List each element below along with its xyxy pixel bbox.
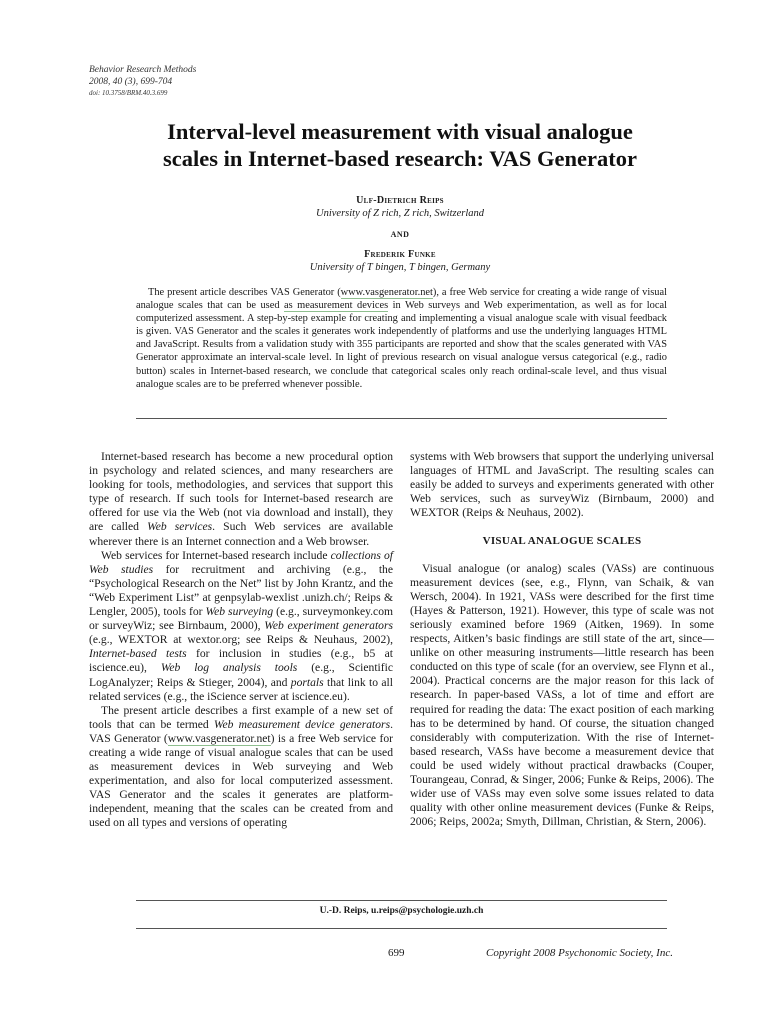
paragraph: The present article describes a first example of a new set of tools that can be termed Web measurement device generators. VAS Generator (www.vasgenerator.net) is a free Web service for creating a wide range of visual analogue scales that can be used as measurement devices in Web surveying and Web experimentation, and also for local computerized assessment. VAS Generator and the scales it generates are platform-independent, meaning that the scales can be created from and used on all types and versions of operating <box>89 703 393 830</box>
paragraph: systems with Web browsers that support the underlying universal languages of HTML and JavaScript. The resulting scales can easily be added to surveys and experiments generated with other Web services, such as surveyWiz (Birnbaum, 2000) and WEXTOR (Reips & Neuhaus, 2002). <box>410 450 714 520</box>
abstract-text: ), a free Web service for creating a wide range of visual analogue scales that can be used <box>136 287 667 312</box>
author-conjunction: AND <box>390 230 410 239</box>
author-1: Ulf-Dietrich Reips <box>356 195 444 206</box>
left-column <box>89 450 393 831</box>
abstract-divider <box>136 418 667 419</box>
author-2: Frederik Funke <box>364 249 436 260</box>
copyright: Copyright 2008 Psychonomic Society, Inc. <box>486 947 673 959</box>
vasgenerator-link[interactable]: www.vasgenerator.net <box>340 287 433 298</box>
footnote-divider <box>136 900 667 901</box>
affiliation-1: University of Z rich, Z rich, Switzerland <box>316 208 484 219</box>
paragraph: Web services for Internet-based research include collections of Web studies for recruitment and archiving (e.g., the “Psychological Research on the Net” list by John Krantz, and the “Web Experiment List” at genpsylab-wexlist .unizh.ch/; Reips & Lengler, 2005), tools for Web surveying (e.g., surveymonkey.com or surveyWiz; see Birnbaum, 2000), Web experiment generators (e.g., WEXTOR at wextor.org; see Reips & Neuhaus, 2002), Internet-based tests for inclusion in studies (e.g., b5 at iscience.eu), Web log analysis tools (e.g., Scientific LogAnalyzer; Reips & Stieger, 2004), and portals that link to all related services (e.g., the iScience server at iscience.eu). <box>89 548 394 703</box>
abstract-text: in Web surveys and Web experimentation, as well as for local computerized assessment. A step-by-step example for creating and implementing a visual analogue scale with visual feedback is given. VAS Generator and the scales it generates work independently of platforms and use the underlying languages HTML and JavaScript. Results from a validation study with 355 participants are reported and show that the scales generated with VAS Generator approximate an interval-scale level. In light of previous research on visual analogue versus categorical (e.g., radio button) scales in Internet-based research, we conclude that categorical scales only reach ordinal-scale level, and thus visual analogue scales are to be preferred whenever possible. <box>136 300 667 390</box>
right-column <box>410 450 714 829</box>
journal-doi: doi: 10.3758/BRM.40.3.699 <box>89 89 168 97</box>
paragraph: Visual analogue (or analog) scales (VASs) are continuous measurement devices (see, e.g., Flynn, van Schaik, & van Wersch, 2004). In 1921, VASs were described for the first time (Hayes & Patterson, 1921). However, this type of scale was not seriously examined before 1969 (Aitken, 1969). In some respects, Aitken’s basic findings are still state of the art, since—unlike on other measuring instruments—little research has been conducted on this type of scale (for an overview, see Flynn et al., 2004). Practical concerns are the major reason for this lack of research. In paper-based VASs, a lot of time and effort are required for reading the data: The exact position of each marking has to be determined by hand. Of course, the situation changed considerably with computerization. With the rise of Internet-based research, VASs have become a measurement device that could be used widely without practical drawbacks (Couper, Tourangeau, Conrad, & Singer, 2006; Funke & Reips, 2006). The wider use of VASs may even solve some issues related to data quality with other online measurement devices (Funke & Reips, 2006; Reips, 2002a; Smyth, Dillman, Christian, & Stern, 2006). <box>410 561 714 829</box>
page-number: 699 <box>388 947 405 959</box>
affiliation-2: University of T bingen, T bingen, Germany <box>309 262 491 273</box>
title-line-2: scales in Internet-based research: VAS Generator <box>163 146 637 171</box>
abstract-highlight: as measurement devices <box>284 300 389 312</box>
correspondence-footnote: U.-D. Reips, u.reips@psychologie.uzh.ch <box>319 906 484 916</box>
abstract <box>136 286 667 391</box>
section-heading: VISUAL ANALOGUE SCALES <box>482 535 642 548</box>
title-line-1: Interval-level measurement with visual analogue <box>167 119 633 144</box>
abstract-text: The present article describes VAS Generator ( <box>148 287 341 298</box>
paragraph: Internet-based research has become a new procedural option in psychology and related sciences, and many researchers are looking for tools, methodologies, and services that support this type of research. If such tools for Internet-based research are offered for use via the Web (not via download and install), they are called Web services. Such Web services are available wherever there is an Internet connection and a Web browser. <box>89 450 393 548</box>
journal-issue: 2008, 40 (3), 699-704 <box>89 77 173 87</box>
journal-info <box>89 64 196 98</box>
footer-divider <box>136 928 667 929</box>
article-title <box>120 118 680 172</box>
journal-name: Behavior Research Methods <box>89 65 197 75</box>
vasgenerator-link[interactable]: www.vasgenerator.net <box>167 731 271 745</box>
